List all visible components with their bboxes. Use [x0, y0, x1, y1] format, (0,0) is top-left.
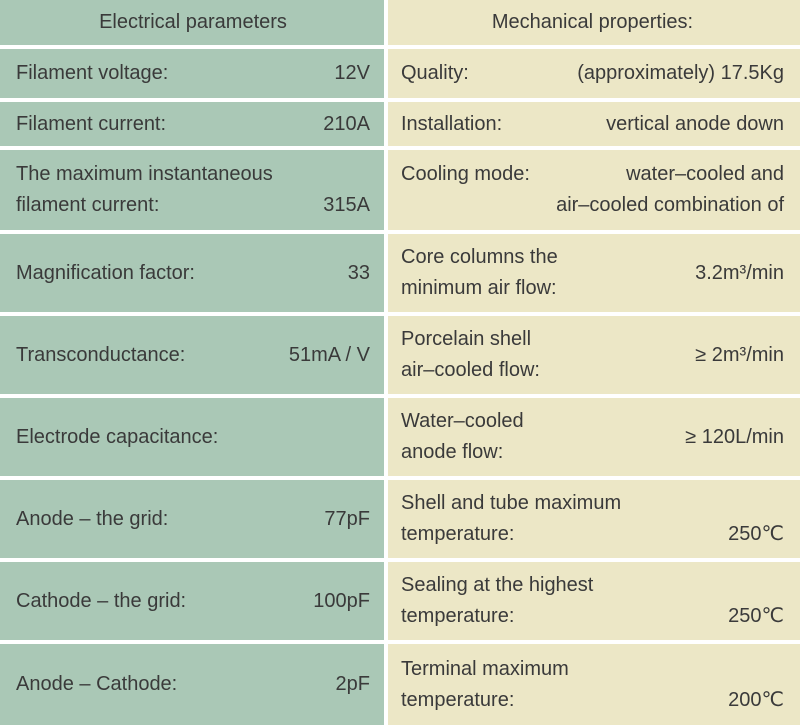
param-value: 210A: [323, 112, 370, 135]
property-label: Core columns the: [401, 246, 558, 268]
property-label: Quality:: [401, 62, 469, 84]
property-row: [388, 316, 800, 394]
param-row: [0, 234, 384, 312]
param-value: 12V: [334, 62, 370, 84]
property-row: [388, 102, 800, 146]
property-row: [388, 150, 800, 230]
property-label: Terminal maximum: [401, 657, 569, 680]
param-row: [0, 562, 384, 640]
mechanical-header: Mechanical properties:: [491, 11, 694, 33]
property-value: 250℃: [728, 605, 784, 627]
param-row: [0, 480, 384, 558]
param-value: 33: [347, 261, 370, 284]
property-label: Installation:: [401, 112, 503, 135]
property-label: temperature:: [401, 605, 515, 627]
property-label: Water–cooled: [401, 410, 524, 432]
property-value: vertical anode down: [606, 112, 784, 135]
property-value: 200℃: [728, 688, 784, 711]
param-row: [0, 398, 384, 476]
param-value: 51mA / V: [288, 343, 370, 366]
electrical-parameters-column: [0, 0, 384, 725]
property-value: ≥ 2m³/min: [695, 343, 784, 366]
param-row: [0, 102, 384, 146]
property-value: water–cooled and: [626, 163, 784, 185]
param-label: Electrode capacitance:: [16, 425, 219, 448]
property-row: [388, 234, 800, 312]
property-row: [388, 49, 800, 98]
param-label: Anode – Cathode:: [16, 673, 178, 695]
property-label: Shell and tube maximum: [401, 492, 622, 514]
param-label: Anode – the grid:: [16, 507, 169, 530]
property-value: ≥ 120L/min: [685, 425, 784, 448]
param-row: [0, 49, 384, 98]
param-label: Filament voltage:: [16, 62, 169, 84]
param-label: Cathode – the grid:: [16, 589, 187, 612]
property-label: temperature:: [401, 688, 515, 711]
param-row: [0, 644, 384, 725]
mechanical-properties-column: [388, 0, 800, 725]
electrical-header: Electrical parameters: [99, 11, 287, 33]
property-value: air–cooled combination of: [556, 194, 784, 216]
param-label: Filament current:: [16, 112, 167, 135]
param-label: Transconductance:: [16, 343, 186, 366]
param-row: [0, 316, 384, 394]
property-row: [388, 562, 800, 640]
property-row: [388, 644, 800, 725]
param-value: 315A: [323, 194, 370, 216]
property-label: anode flow:: [401, 441, 504, 463]
property-label: Sealing at the highest: [401, 574, 594, 596]
property-label: minimum air flow:: [401, 277, 557, 299]
param-label: The maximum instantaneous: [16, 163, 273, 185]
param-label: Magnification factor:: [16, 261, 195, 284]
property-label: temperature:: [401, 523, 515, 545]
param-row: [0, 150, 384, 230]
property-row: [388, 398, 800, 476]
property-value: 250℃: [728, 523, 784, 545]
property-row: [388, 480, 800, 558]
property-value: 3.2m³/min: [695, 261, 784, 284]
property-label: Porcelain shell: [401, 328, 532, 350]
param-value: 100pF: [313, 589, 370, 612]
property-label: Cooling mode:: [401, 163, 530, 185]
param-value: 2pF: [335, 673, 370, 695]
param-value: 77pF: [324, 507, 370, 530]
property-label: air–cooled flow:: [401, 359, 540, 381]
param-label: filament current:: [16, 194, 160, 216]
property-value: (approximately) 17.5Kg: [577, 62, 784, 84]
